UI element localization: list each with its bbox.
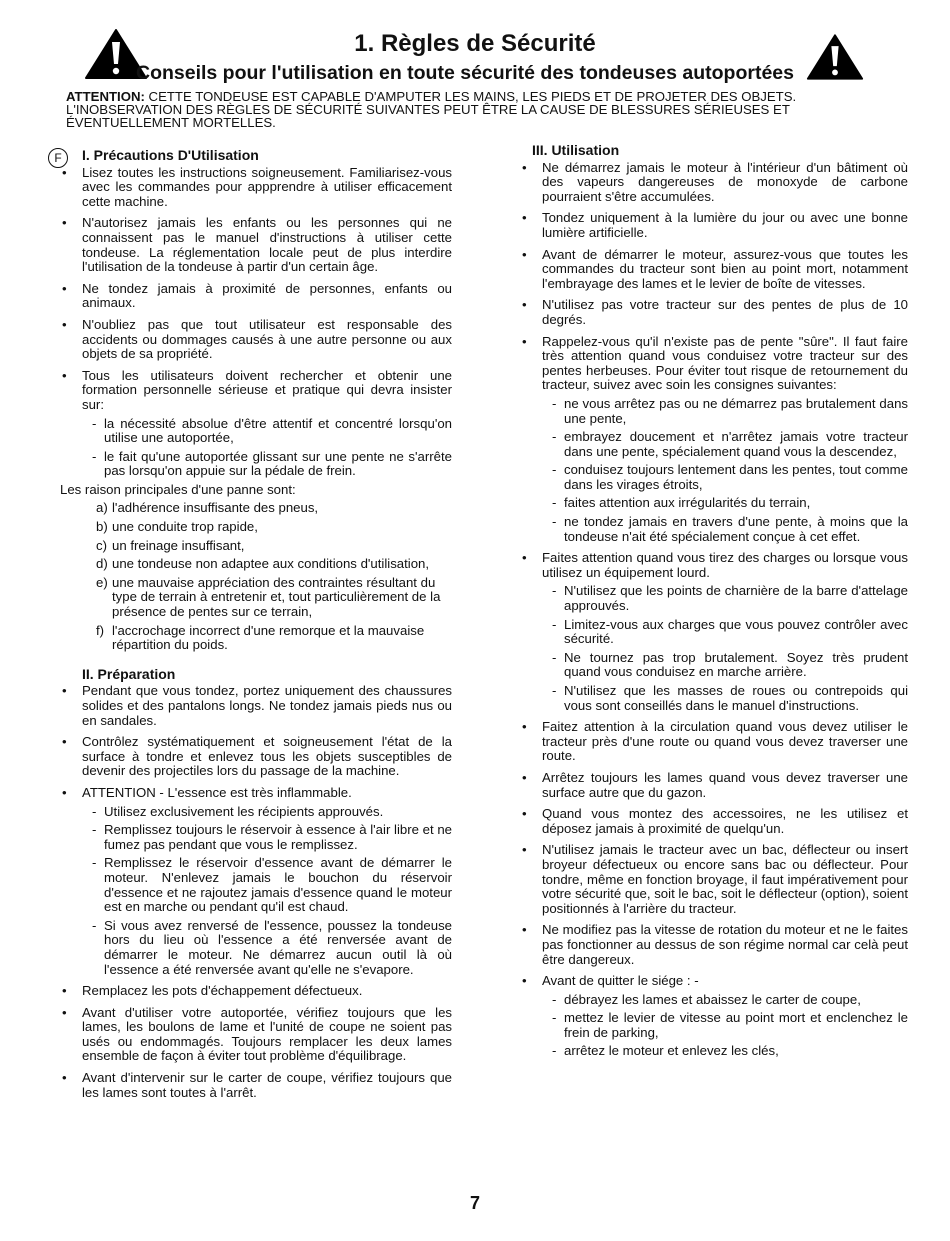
- page-title: 1. Règles de Sécurité: [354, 30, 596, 57]
- dash-item: - arrêtez le moteur et enlevez les clés,: [520, 1044, 908, 1059]
- dash-item: - faites attention aux irrégularités du terrain,: [520, 496, 908, 511]
- section-title-utilisation: III. Utilisation: [532, 142, 620, 158]
- bullet-item: • Ne modifiez pas la vitesse de rotation du moteur et ne le faites pas fonctionner au dessus de son régime normal car celà peut être dangereux.: [520, 923, 908, 967]
- item-letter: b): [96, 519, 108, 535]
- dash-item: - embrayez doucement et n'arrêtez jamais votre tracteur dans une pente, spécialement quand vous la descendez,: [520, 430, 908, 459]
- item-letter: f): [96, 622, 105, 638]
- attention-notice: [66, 90, 896, 129]
- dash-item: - Remplissez le réservoir d'essence avant de démarrer le moteur. N'enlevez jamais le bouchon du réservoir d'essence et ne rajoutez jamais d'essence quand le moteur est en marche ou pendant qu'il est chaud.: [60, 856, 452, 914]
- dash-item: - le fait qu'une autoportée glissant sur une pente ne s'arrête pas lorsqu'on appuie sur la pédale de frein.: [60, 450, 452, 479]
- dash-item: - débrayez les lames et abaissez le carter de coupe,: [520, 993, 908, 1008]
- lettered-item: [60, 624, 452, 653]
- dash-item: - Utilisez exclusivement les récipients approuvés.: [60, 805, 452, 820]
- bullet-item: • ATTENTION - L'essence est très inflammable.: [60, 786, 452, 801]
- lettered-item: [60, 576, 452, 620]
- bullet-item: • N'autorisez jamais les enfants ou les personnes qui ne connaissent pas le manuel d'instructions à utiliser cette tondeuse. La réglementation locale peut de plus interdire l'utilisation de la tondeuse à partir d'un certain âge.: [60, 216, 452, 274]
- attention-label: ATTENTION:: [66, 89, 145, 104]
- bullet-item: • Avant de quitter le siége : -: [520, 974, 908, 989]
- dash-item: - ne tondez jamais en travers d'une pente, à moins que la tondeuse n'ait été spécialement conçue à cet effet.: [520, 515, 908, 544]
- dash-item: - Remplissez toujours le réservoir à essence à l'air libre et ne fumez pas pendant que vous le remplissez.: [60, 823, 452, 852]
- section-title-preparation: II. Préparation: [82, 665, 176, 682]
- bullet-item: • Ne démarrez jamais le moteur à l'intérieur d'un bâtiment où des vapeurs dangereuses de monoxyde de carbone pourraient s'être accumulées.: [520, 161, 908, 205]
- bullet-item: • Rappelez-vous qu'il n'existe pas de pente "sûre". Il faut faire très attention quand vous conduisez votre tracteur sur des pentes herbeuses. Pour éviter tout risque de retournement du tracteur, suivez avec soin les consignes suivantes:: [520, 335, 908, 393]
- lettered-item: [60, 501, 452, 516]
- attention-text: CETTE TONDEUSE EST CAPABLE D'AMPUTER LES MAINS, LES PIEDS ET DE PROJETER DES OBJETS. L'INOBSERVATION DES RÈGLES DE SÉCURITÉ SUIVANTES PEUT ÊTRE LA CAUSE DE BLESSURES SÉRIEUSES ET ÉVENTUELLEMENT MORTELLES.: [66, 89, 797, 130]
- lettered-item: [60, 557, 452, 572]
- bullet-item: • Quand vous montez des accessoires, ne les utilisez et déposez jamais à proximité de quelqu'un.: [520, 807, 908, 836]
- dash-item: - N'utilisez que les points de charnière de la barre d'attelage approuvés.: [520, 584, 908, 613]
- page-subtitle: Conseils pour l'utilisation en toute sécurité des tondeuses autoportées: [135, 62, 794, 84]
- page-number: 7: [469, 1193, 480, 1213]
- list-intro: Les raison principales d'une panne sont:: [60, 481, 296, 497]
- bullet-item: • Remplacez les pots d'échappement défectueux.: [60, 984, 452, 999]
- item-text: l'adhérence insuffisante des pneus,: [112, 500, 319, 516]
- item-letter: e): [96, 574, 108, 590]
- bullet-item: • Tondez uniquement à la lumière du jour ou avec une bonne lumière artificielle.: [520, 211, 908, 240]
- bullet-item: • Faites attention quand vous tirez des charges ou lorsque vous utilisez un équipement lourd.: [520, 551, 908, 580]
- bullet-item: • Pendant que vous tondez, portez uniquement des chaussures solides et des pantalons longs. Ne tondez jamais pieds nus ou en sandales.: [60, 684, 452, 728]
- right-column: [520, 143, 908, 1063]
- language-mark-f: F: [48, 148, 68, 168]
- bullet-item: • N'utilisez jamais le tracteur avec un bac, déflecteur ou insert broyeur défectueux ou encore sans bac ou déflecteur. Pour tondre, même en fonction broyage, il faut impérativement pour votre sécurité que, soit le bac, soit le déflecteur (option), soient positionnés à l'arrière du tracteur.: [520, 843, 908, 916]
- dash-item: - Ne tournez pas trop brutalement. Soyez très prudent quand vous conduisez en marche arrière.: [520, 651, 908, 680]
- item-letter: d): [96, 556, 108, 572]
- bullet-item: • Ne tondez jamais à proximité de personnes, enfants ou animaux.: [60, 282, 452, 311]
- bullet-item: • Contrôlez systématiquement et soigneusement l'état de la surface à tondre et enlevez tous les objets susceptibles de devenir des projectiles lors du passage de la machine.: [60, 735, 452, 779]
- lettered-item: [60, 520, 452, 535]
- dash-item: - la nécessité absolue d'être attentif et concentré lorsqu'on utilise une autoportée,: [60, 417, 452, 446]
- item-text: une tondeuse non adaptee aux conditions d'utilisation,: [112, 556, 430, 572]
- lettered-item: [60, 539, 452, 554]
- section-title-precautions: I. Précautions D'Utilisation: [82, 147, 259, 163]
- bullet-item: • N'utilisez pas votre tracteur sur des pentes de plus de 10 degrés.: [520, 298, 908, 327]
- dash-item: - Si vous avez renversé de l'essence, poussez la tondeuse hors du lieu où l'essence a été renversée avant de démarrer le moteur. Ne démarrez aucun outil là où l'essence a été renversée avant qu'elle ne s'evapore.: [60, 919, 452, 977]
- item-letter: a): [96, 500, 108, 516]
- dash-item: - mettez le levier de vitesse au point mort et enclenchez le frein de parking,: [520, 1011, 908, 1040]
- dash-item: - N'utilisez que les masses de roues ou contrepoids qui vous sont conseillés dans le manuel d'instructions.: [520, 684, 908, 713]
- bullet-item: • Faitez attention à la circulation quand vous devez utiliser le tracteur près d'une route ou quand vous devez traverser une route.: [520, 720, 908, 764]
- dash-item: - conduisez toujours lentement dans les pentes, tout comme dans les virages étroits,: [520, 463, 908, 492]
- item-text: l'accrochage incorrect d'une remorque et la mauvaise répartition du poids.: [112, 622, 425, 653]
- left-column: [54, 147, 452, 1107]
- bullet-item: • Lisez toutes les instructions soigneusement. Familiarisez-vous avec les commandes pour appprendre à utiliser efficacement cette machine.: [60, 166, 452, 210]
- bullet-item: • Arrêtez toujours les lames quand vous devez traverser une surface autre que du gazon.: [520, 771, 908, 800]
- bullet-item: • N'oubliez pas que tout utilisateur est responsable des accidents ou dommages causés à une autre personne ou aux objets de sa propriété.: [60, 318, 452, 362]
- item-text: une conduite trop rapide,: [112, 519, 258, 535]
- bullet-item: • Avant d'utiliser votre autoportée, vérifiez toujours que les lames, les boulons de lame et l'unité de coupe ne soient pas usés ou endommagés. Toujours remplacer les deux lames ensemble de façon à éviter tout problème d'équilibrage.: [60, 1006, 452, 1064]
- bullet-item: • Avant d'intervenir sur le carter de coupe, vérifiez toujours que les lames sont toutes à l'arrêt.: [60, 1071, 452, 1100]
- bullet-item: • Avant de démarrer le moteur, assurez-vous que toutes les commandes du tracteur sont bien au point mort, notamment l'embrayage des lames et le levier de boîte de vitesses.: [520, 248, 908, 292]
- bullet-item: • Tous les utilisateurs doivent rechercher et obtenir une formation personnelle sérieuse et pratique qui devra insister sur:: [60, 369, 452, 413]
- item-text: une mauvaise appréciation des contraintes résultant du type de terrain à entretenir et, tout particulièrement de la présence de pentes sur ce terrain,: [112, 574, 441, 620]
- item-text: un freinage insuffisant,: [112, 537, 245, 553]
- dash-item: - Limitez-vous aux charges que vous pouvez contrôler avec sécurité.: [520, 618, 908, 647]
- item-letter: c): [96, 537, 107, 553]
- dash-item: - ne vous arrêtez pas ou ne démarrez pas brutalement dans une pente,: [520, 397, 908, 426]
- page-header: [0, 0, 950, 140]
